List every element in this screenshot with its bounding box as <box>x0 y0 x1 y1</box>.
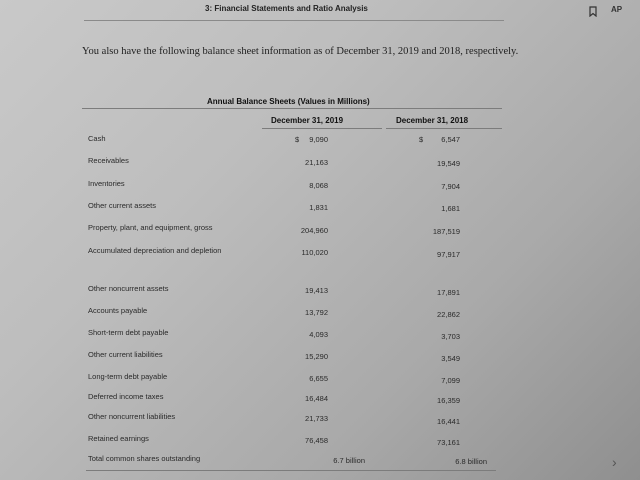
row-label: Property, plant, and equipment, gross <box>88 223 213 232</box>
value-2018: 7,099 <box>441 376 460 385</box>
value-2019: 15,290 <box>305 352 328 361</box>
value-2018: 6,547 <box>441 135 460 144</box>
header-underline-2019 <box>262 128 382 129</box>
row-label: Accumulated depreciation and depletion <box>88 246 222 255</box>
bookmark-icon[interactable] <box>589 6 597 17</box>
column-header-2018: December 31, 2018 <box>396 116 469 125</box>
value-2018: 17,891 <box>437 288 460 297</box>
value-2018: 16,359 <box>437 396 460 405</box>
column-header-2019: December 31, 2019 <box>271 116 344 125</box>
header-underline-2018 <box>386 128 502 129</box>
value-2019: 21,733 <box>305 414 328 423</box>
value-2019: 13,792 <box>305 308 328 317</box>
value-2019: 204,960 <box>300 226 328 235</box>
row-label: Other current assets <box>88 201 156 210</box>
table-bottom-rule <box>86 470 496 471</box>
row-label: Accounts payable <box>88 306 148 315</box>
value-2018: 3,549 <box>441 354 460 363</box>
row-label: Short-term debt payable <box>88 328 169 337</box>
value-2019: 9,090 <box>309 135 328 144</box>
header-title: 3: Financial Statements and Ratio Analysis <box>205 4 368 13</box>
currency-symbol: $ <box>419 135 424 144</box>
intro-text: You also have the following balance sheet information as of December 31, 2019 and 2018, respectively. <box>82 46 519 57</box>
avatar[interactable]: AP <box>611 5 623 14</box>
value-2019: 4,093 <box>309 330 328 339</box>
row-label: Deferred income taxes <box>88 392 164 401</box>
value-2019: 110,020 <box>301 248 328 257</box>
row-label: Other current liabilities <box>88 350 163 359</box>
table-title: Annual Balance Sheets (Values in Millions) <box>207 97 370 106</box>
value-2018: 97,917 <box>437 250 460 259</box>
value-2018: 16,441 <box>437 417 460 426</box>
value-2019: 6,655 <box>309 374 328 383</box>
row-label: Cash <box>88 134 106 143</box>
next-chevron-icon[interactable]: › <box>612 454 617 470</box>
row-label: Receivables <box>88 156 129 165</box>
value-2019: 76,458 <box>305 436 328 445</box>
value-2018: 7,904 <box>441 182 460 191</box>
row-label: Long-term debt payable <box>88 372 168 381</box>
row-label: Retained earnings <box>88 434 149 443</box>
value-2018: 73,161 <box>437 438 460 447</box>
value-2019: 21,163 <box>305 158 328 167</box>
header-divider <box>84 20 504 21</box>
value-2018: 19,549 <box>437 159 460 168</box>
row-label: Other noncurrent assets <box>88 284 169 293</box>
value-2018: 187,519 <box>432 227 460 236</box>
currency-symbol: $ <box>295 135 300 144</box>
value-2019: 8,068 <box>309 181 328 190</box>
value-2019: 6.7 billion <box>333 456 365 465</box>
value-2018: 6.8 billion <box>455 457 487 466</box>
row-label: Total common shares outstanding <box>88 454 201 463</box>
value-2018: 1,681 <box>441 204 460 213</box>
value-2018: 22,862 <box>437 310 460 319</box>
value-2018: 3,703 <box>441 332 460 341</box>
table-top-rule <box>82 108 502 109</box>
value-2019: 19,413 <box>305 286 328 295</box>
value-2019: 16,484 <box>305 394 328 403</box>
row-label: Other noncurrent liabilities <box>88 412 176 421</box>
value-2019: 1,831 <box>309 203 328 212</box>
row-label: Inventories <box>88 179 125 188</box>
